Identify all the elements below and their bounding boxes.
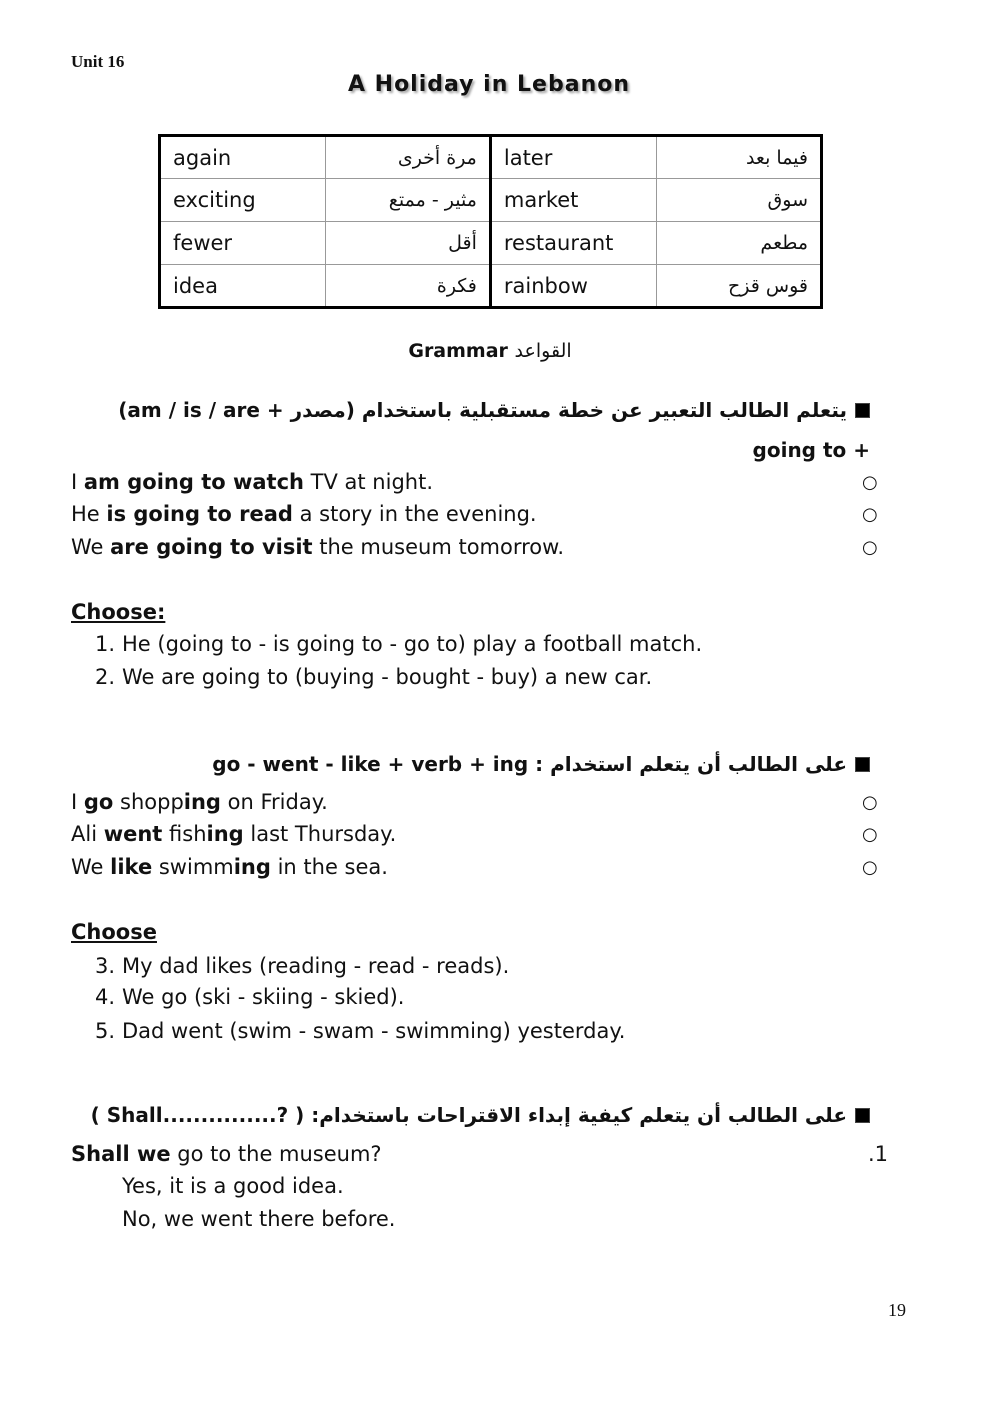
exercise-item: He (going to - is going to - go to) play a football match. [122, 632, 703, 656]
vocab-translation: فكرة [325, 265, 490, 308]
section1-instruction-text: يتعلم الطالب التعبير عن خطة مستقبلية باستخدام (مصدر + am / is / are) [118, 398, 847, 422]
exercise-item: We go (ski - skiing - skied). [122, 985, 405, 1009]
item-number: 1. [94, 632, 115, 656]
vocab-translation: سوق [656, 179, 821, 222]
unit-label: Unit 16 [71, 52, 125, 71]
circle-bullet-icon: ○ [862, 857, 878, 878]
section2-instruction [212, 752, 870, 776]
item-number: .1 [868, 1142, 889, 1166]
vocab-word: idea [160, 265, 326, 308]
item-number: 4. [94, 985, 115, 1009]
vocab-word: restaurant [490, 222, 656, 265]
vocab-translation: مطعم [656, 222, 821, 265]
circle-bullet-icon: ○ [862, 792, 878, 813]
example-sentence: I am going to watch TV at night. [71, 470, 433, 494]
grammar-label-arabic: القواعد [514, 340, 572, 362]
circle-bullet-icon: ○ [862, 824, 878, 845]
item-number: 5. [94, 1019, 115, 1043]
vocab-word: exciting [160, 179, 326, 222]
example-sentence: Shall we go to the museum? [71, 1142, 382, 1166]
page-title: A Holiday in Lebanon [347, 72, 631, 97]
choose-heading: Choose: [71, 600, 166, 624]
vocab-translation: أقل [325, 222, 490, 265]
vocab-translation: فيما بعد [656, 136, 821, 179]
vocab-word: later [490, 136, 656, 179]
example-sentence: We are going to visit the museum tomorrow. [71, 535, 565, 559]
vocabulary-table [158, 134, 823, 309]
exercise-item: Dad went (swim - swam - swimming) yesterday. [122, 1019, 626, 1043]
square-bullet-icon [855, 1108, 870, 1123]
vocab-word: fewer [160, 222, 326, 265]
item-number: 2. [94, 665, 115, 689]
vocab-translation: مرة أخرى [325, 136, 490, 179]
example-sentence: I go shopping on Friday. [71, 790, 328, 814]
vocab-word: rainbow [490, 265, 656, 308]
section3-instruction [91, 1103, 870, 1127]
square-bullet-icon [855, 757, 870, 772]
answer-line: Yes, it is a good idea. [122, 1174, 344, 1198]
answer-line: No, we went there before. [122, 1207, 396, 1231]
circle-bullet-icon: ○ [862, 472, 878, 493]
square-bullet-icon [855, 403, 870, 418]
circle-bullet-icon: ○ [862, 504, 878, 525]
example-sentence: He is going to read a story in the evening. [71, 502, 537, 526]
grammar-label: Grammar [408, 340, 508, 362]
example-sentence: We like swimming in the sea. [71, 855, 388, 879]
grammar-heading [0, 340, 980, 362]
table-row [160, 179, 822, 222]
table-row [160, 136, 822, 179]
section1-instruction [118, 398, 870, 422]
circle-bullet-icon: ○ [862, 537, 878, 558]
exercise-item: We are going to (buying - bought - buy) a new car. [122, 665, 653, 689]
section3-instruction-text: على الطالب أن يتعلم كيفية إبداء الاقتراحات باستخدام: ( ?...............Shall ) [90, 1103, 847, 1127]
item-number: 3. [94, 954, 115, 978]
table-row [160, 265, 822, 308]
choose-heading: Choose [71, 920, 157, 944]
table-row [160, 222, 822, 265]
vocab-word: market [490, 179, 656, 222]
example-sentence: Ali went fishing last Thursday. [71, 822, 397, 846]
page-number: 19 [888, 1300, 906, 1320]
section1-instruction-continued: + going to [752, 438, 870, 462]
vocab-translation: مثير - ممتع [325, 179, 490, 222]
vocab-word: again [160, 136, 326, 179]
exercise-item: My dad likes (reading - read - reads). [122, 954, 510, 978]
section2-instruction-text: على الطالب أن يتعلم استخدام : go - went - like + verb + ing [212, 752, 847, 776]
vocab-translation: قوس قزح [656, 265, 821, 308]
